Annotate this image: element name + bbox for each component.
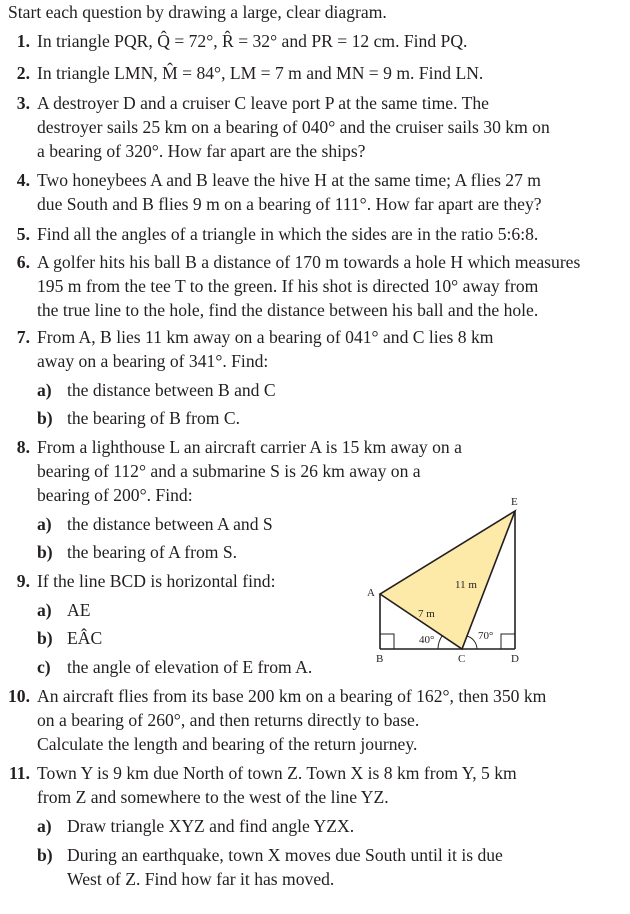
length-label-ac: 7 m	[418, 608, 435, 620]
length-label-ce: 11 m	[455, 579, 477, 591]
question-number: 8.	[16, 437, 30, 457]
right-angle-d	[501, 634, 515, 649]
part-label: b)	[37, 408, 53, 428]
part-text: the angle of elevation of E from A.	[67, 657, 313, 677]
question-text: due South and B flies 9 m on a bearing of 111°. How far apart are they?	[37, 194, 542, 214]
question-text: 195 m from the tee T to the green. If his shot is directed 10° away from	[37, 276, 539, 296]
question-number: 7.	[16, 327, 30, 347]
part-text: the distance between B and C	[67, 380, 276, 400]
right-angle-b	[380, 634, 394, 649]
part-text: West of Z. Find how far it has moved.	[67, 869, 335, 889]
question-text: A destroyer D and a cruiser C leave port P at the same time. The	[37, 93, 489, 113]
question-number: 11.	[8, 763, 30, 783]
angle-label-70: 70°	[478, 630, 494, 642]
question-number: 6.	[16, 252, 30, 272]
angle-arc-70	[467, 636, 477, 649]
part-text: EÂC	[67, 628, 103, 648]
question-text: destroyer sails 25 km on a bearing of 040° and the cruiser sails 30 km on	[37, 117, 550, 137]
part-label: a)	[37, 380, 52, 400]
question-number: 4.	[16, 170, 30, 190]
part-text: the bearing of A from S.	[67, 542, 238, 562]
part-label: a)	[37, 514, 52, 534]
question-text: on a bearing of 260°, and then returns directly to base.	[37, 710, 420, 730]
question-text: bearing of 112° and a submarine S is 26 km away on a	[37, 461, 421, 481]
point-label-c: C	[458, 653, 466, 665]
question-text: If the line BCD is horizontal find:	[37, 571, 276, 591]
question-number: 2.	[16, 63, 30, 83]
part-text: During an earthquake, town X moves due South until it is due	[67, 845, 503, 865]
part-label: b)	[37, 542, 53, 562]
part-text: Draw triangle XYZ and find angle YZX.	[67, 816, 355, 836]
part-label: b)	[37, 628, 53, 648]
question-number: 3.	[16, 93, 30, 113]
question-text: In triangle PQR, Q̂ = 72°, R̂ = 32° and PR = 12 cm. Find PQ.	[37, 31, 468, 51]
question-number: 1.	[16, 31, 30, 51]
question-number: 9.	[16, 571, 30, 591]
question-text: from Z and somewhere to the west of the line YZ.	[37, 787, 389, 807]
part-text: the distance between A and S	[67, 514, 273, 534]
question-text: bearing of 200°. Find:	[37, 485, 193, 505]
part-text: the bearing of B from C.	[67, 408, 240, 428]
angle-label-40: 40°	[419, 634, 435, 646]
question-text: A golfer hits his ball B a distance of 170 m towards a hole H which measures	[37, 252, 581, 272]
point-label-b: B	[376, 653, 384, 665]
part-label: a)	[37, 600, 52, 620]
question-text: away on a bearing of 341°. Find:	[37, 351, 269, 371]
question-text: a bearing of 320°. How far apart are the ships?	[37, 141, 366, 161]
triangle-ace	[380, 511, 515, 649]
part-label: a)	[37, 816, 52, 836]
question-text: Calculate the length and bearing of the return journey.	[37, 734, 418, 754]
question-text: In triangle LMN, M̂ = 84°, LM = 7 m and MN = 9 m. Find LN.	[37, 63, 484, 83]
question-text: From a lighthouse L an aircraft carrier A is 15 km away on a	[37, 437, 462, 457]
question-text: Find all the angles of a triangle in which the sides are in the ratio 5:6:8.	[37, 224, 539, 244]
part-label: b)	[37, 845, 53, 865]
question-number: 10.	[8, 686, 30, 706]
question-text: From A, B lies 11 km away on a bearing of 041° and C lies 8 km	[37, 327, 494, 347]
question-number: 5.	[16, 224, 30, 244]
instructions: Start each question by drawing a large, clear diagram.	[8, 2, 387, 22]
part-text: AE	[67, 600, 91, 620]
question-text: Two honeybees A and B leave the hive H at the same time; A flies 27 m	[37, 170, 541, 190]
point-label-d: D	[511, 653, 519, 665]
question-text: An aircraft flies from its base 200 km on a bearing of 162°, then 350 km	[37, 686, 547, 706]
point-label-e: E	[511, 496, 518, 508]
question-text: Town Y is 9 km due North of town Z. Town X is 8 km from Y, 5 km	[37, 763, 517, 783]
question-text: the true line to the hole, find the distance between his ball and the hole.	[37, 300, 539, 320]
point-label-a: A	[367, 587, 375, 599]
angle-arc-40	[438, 636, 442, 649]
part-label: c)	[37, 657, 51, 677]
